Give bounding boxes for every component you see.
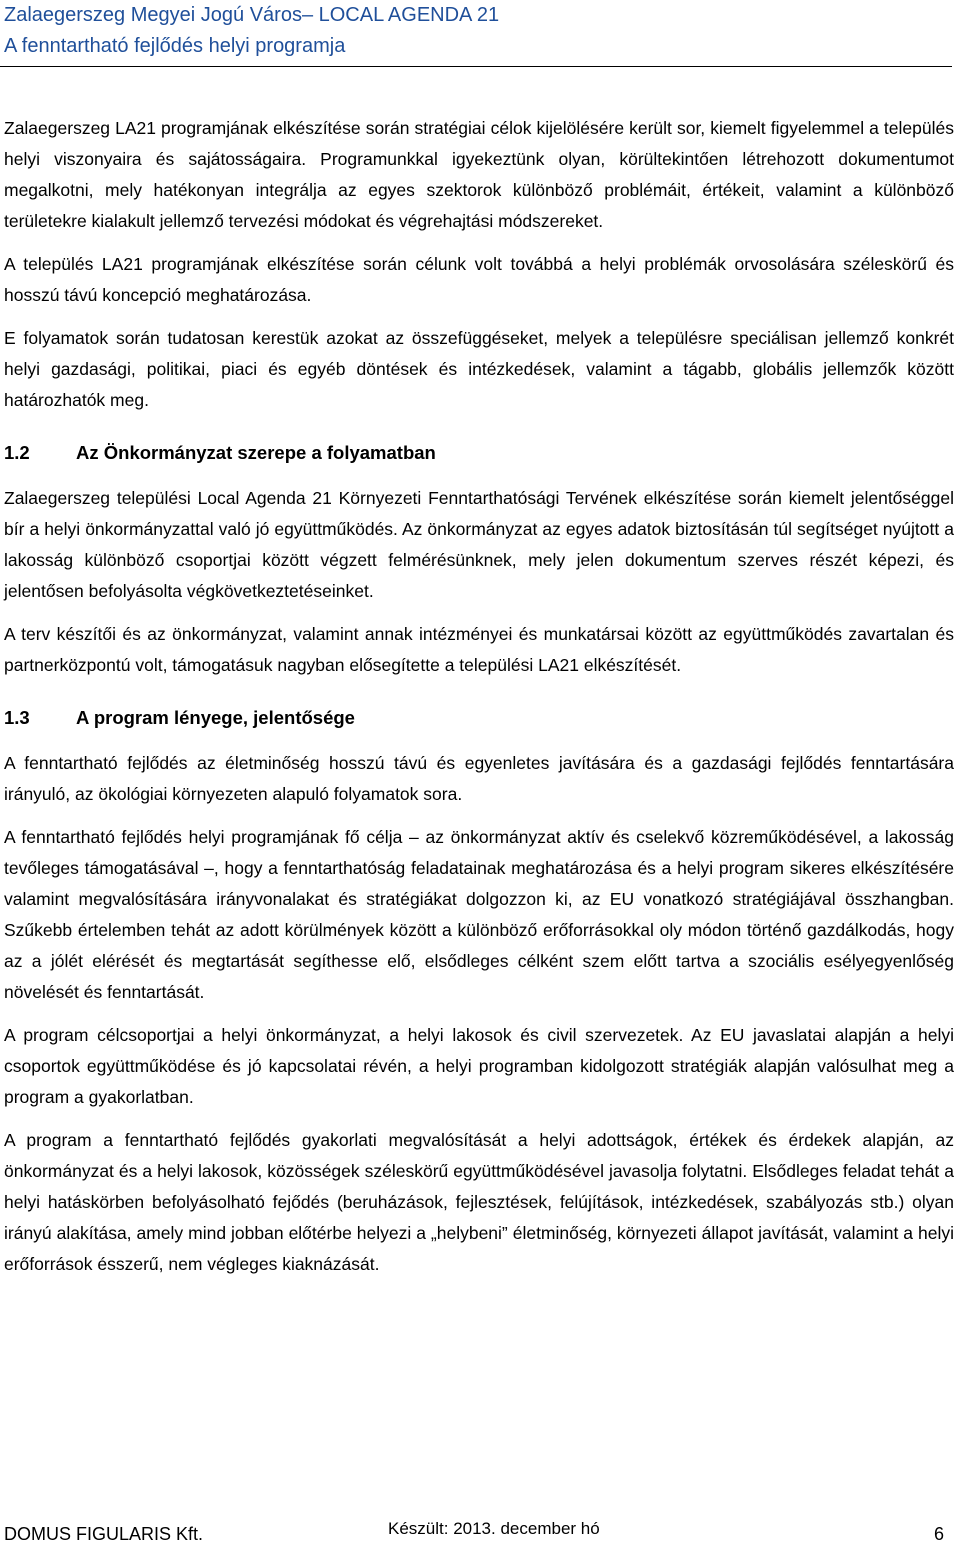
section-1-3-paragraph-4: A program a fenntartható fejlődés gyakorlati megvalósítását a helyi adottságok, értékek és érdekek alapján, az önkormányzat és a helyi lakosok, közösségek széleskörű együttműködésével javasolja folytatni. Elsődleges feladat tehát a helyi hatáskörben befolyásolható fejődés (beruházások, fejlesztések, felújítások, intézkedések, szabályozás stb.) olyan irányú alakítása, amely mind jobban előtérbe helyezi a „helybeni” életminőség, környezeti állapot javítását, valamint a helyi erőforrások ésszerű, nem végleges kiaknázását. (4, 1130, 954, 1274)
section-title: A program lényege, jelentősége (76, 707, 355, 728)
footer-date: Készült: 2013. december hó (388, 1519, 600, 1538)
section-number: 1.2 (4, 442, 30, 463)
header-subtitle: A fenntartható fejlődés helyi programja (4, 35, 346, 57)
intro-paragraph-1: Zalaegerszeg LA21 programjának elkészítése során stratégiai célok kijelölésére került sor, kiemelt figyelemmel a település helyi viszonyaira és sajátosságaira. Programunkkal igyekeztünk olyan, körültekintően létrehozott dokumentumot megalkotni, mely hatékonyan integrálja az egyes szektorok különböző problémáit, értékeit, valamint a különböző területekre kialakult jellemző tervezési módokat és végrehajtási módszereket. (4, 118, 954, 231)
section-title: Az Önkormányzat szerepe a folyamatban (76, 442, 436, 463)
section-1-3-paragraph-3: A program célcsoportjai a helyi önkormányzat, a helyi lakosok és civil szervezetek. Az EU javaslatai alapján a helyi csoportok együttműködése és jó kapcsolatai révén, a helyi programban kidolgozott stratégiák alapján valósulhat meg a program a gyakorlatban. (4, 1025, 954, 1107)
header-divider (0, 66, 952, 67)
intro-paragraph-2: A település LA21 programjának elkészítése során célunk volt továbbá a helyi problémák orvosolására széleskörű és hosszú távú koncepció meghatározása. (4, 254, 954, 305)
section-1-2-paragraph-2: A terv készítői és az önkormányzat, valamint annak intézményei és munkatársai között az együttműködés zavartalan és partnerközpontú volt, támogatásuk nagyban elősegítette a települési LA21 elkészítését. (4, 624, 954, 675)
intro-paragraph-3: E folyamatok során tudatosan kerestük azokat az összefüggéseket, melyek a településre speciálisan jellemző konkrét helyi gazdasági, politikai, piaci és egyéb döntések és intézkedések, valamint a tágabb, globális jellemzők között határozhatók meg. (4, 328, 954, 410)
page-header (4, 0, 954, 62)
section-1-3-paragraph-2: A fenntartható fejlődés helyi programjának fő célja – az önkormányzat aktív és cselekvő közreműködésével, a lakosság tevőleges támogatásával –, hogy a fenntarthatóság feladatainak meghatározása és a helyi program sikeres elkészítésére valamint megvalósítására irányvonalakat és stratégiákat dolgozzon ki, az EU vonatkozó stratégiájával összhangban. Szűkebb értelemben tehát az adott körülmények között a különböző erőforrásokkal oly módon történő gazdálkodás, hogy az a jólét elérését és megtartását segíthesse elő, elsődleges célként szem előtt tartva a szociális esélyegyenlőség növelését és fenntartását. (4, 827, 954, 1002)
header-title: Zalaegerszeg Megyei Jogú Város– LOCAL AGENDA 21 (4, 4, 500, 26)
footer-page-number: 6 (933, 1524, 944, 1544)
footer-company: DOMUS FIGULARIS Kft. (4, 1524, 204, 1544)
footer-divider (4, 1509, 954, 1510)
page-footer (4, 1517, 954, 1544)
section-1-3-paragraph-1: A fenntartható fejlődés az életminőség hosszú távú és egyenletes javítására és a gazdasági fejlődés fenntartására irányuló, az ökológiai környezeten alapuló folyamatok sora. (4, 753, 954, 804)
section-heading-1-3 (4, 702, 954, 733)
section-heading-1-2 (4, 437, 954, 468)
section-number: 1.3 (4, 707, 30, 728)
main-content (4, 113, 954, 1292)
section-1-2-paragraph-1: Zalaegerszeg települési Local Agenda 21 Környezeti Fenntarthatósági Tervének elkészítése során kiemelt jelentőséggel bír a helyi önkormányzattal való jó együttműködés. Az önkormányzat az egyes adatok biztosításán túl segítséget nyújtott a lakosság különböző csoportjai között végzett felmérésünknek, mely jelen dokumentum szerves részét képezi, és jelentősen befolyásolta végkövetkeztetéseinket. (4, 488, 954, 601)
